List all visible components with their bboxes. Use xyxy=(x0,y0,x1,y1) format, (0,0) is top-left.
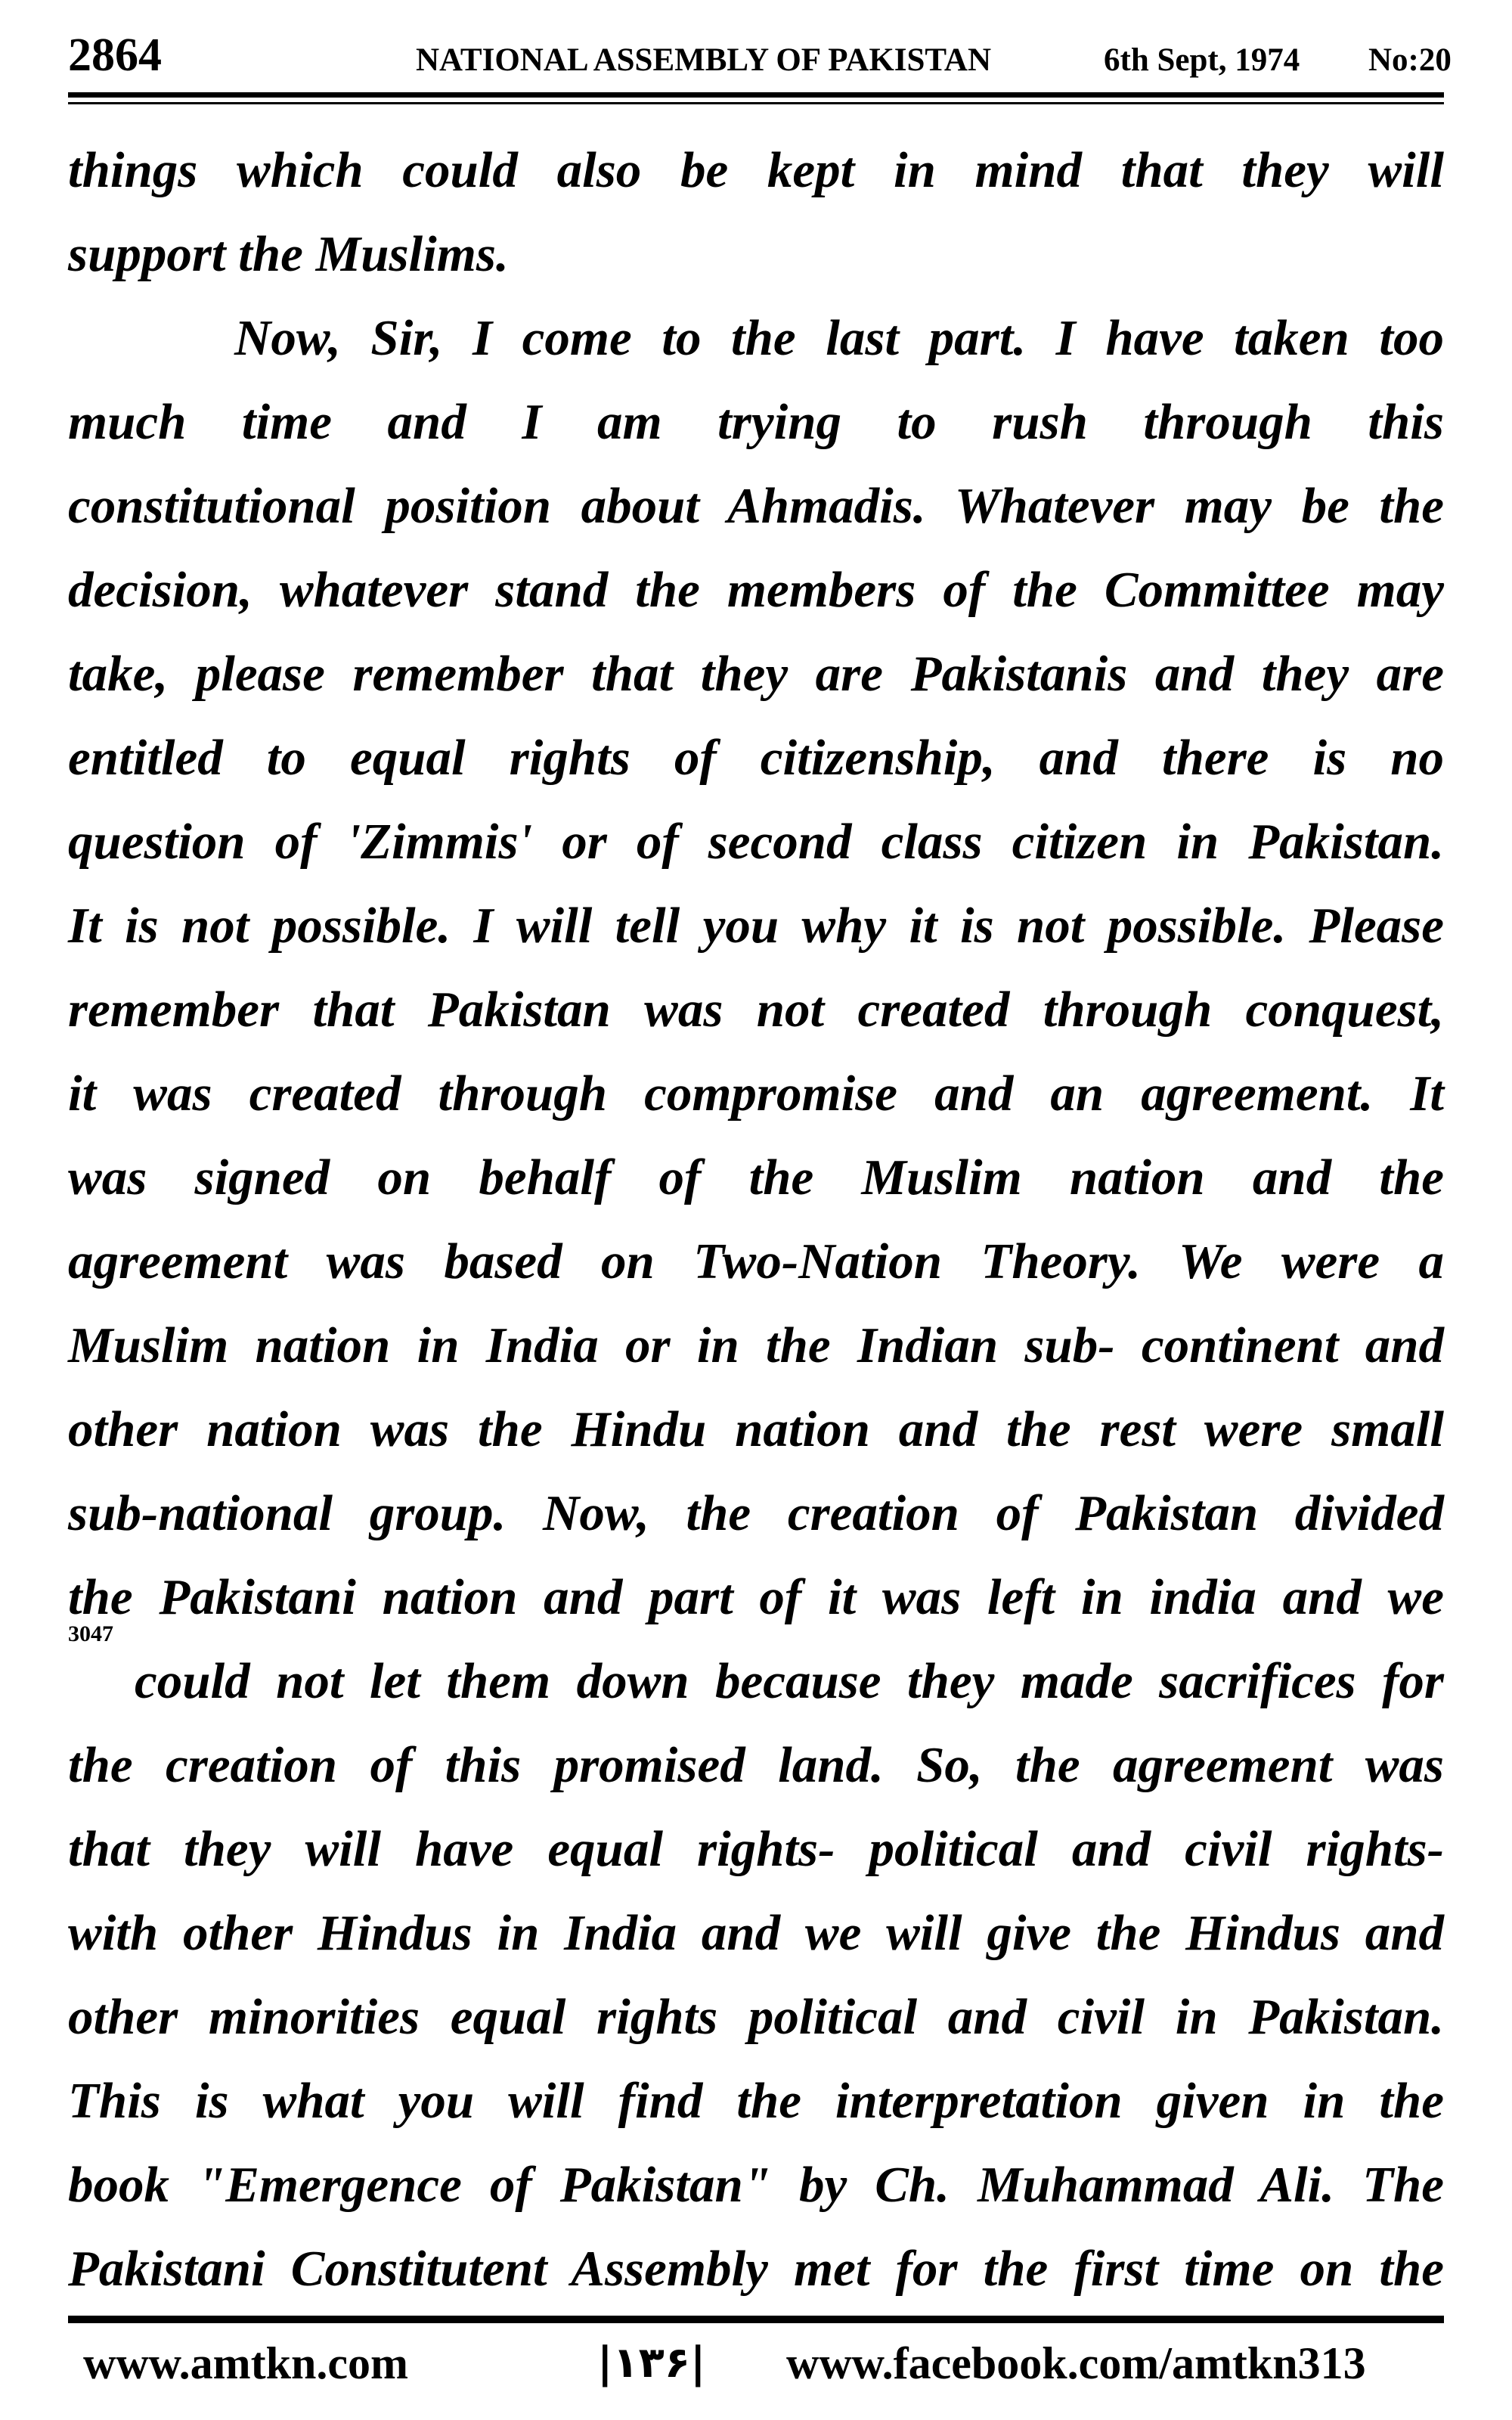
text-line: it was created through compromise and an agreement. It xyxy=(68,1066,1444,1122)
text-line: remember that Pakistan was not created through conquest, xyxy=(68,982,1444,1038)
text-line: other minorities equal rights political and civil in Pakistan. xyxy=(68,1989,1444,2045)
text-line: other nation was the Hindu nation and the rest were small xyxy=(68,1401,1444,1457)
footer-page-mark: |۱۳۶| xyxy=(597,2338,706,2387)
text-line: agreement was based on Two-Nation Theory. We were a xyxy=(68,1233,1444,1289)
text-line: with other Hindus in India and we will give the Hindus and xyxy=(68,1905,1444,1961)
header-issue-number: No:20 xyxy=(1368,42,1452,78)
text-line: could not let them down because they made sacrifices for xyxy=(135,1653,1444,1709)
text-line: entitled to equal rights of citizenship, and there is no xyxy=(68,730,1444,786)
text-line: much time and I am trying to rush through this xyxy=(68,394,1444,450)
text-line: the creation of this promised land. So, the agreement was xyxy=(68,1737,1444,1793)
text-line: Muslim nation in India or in the Indian sub- continent and xyxy=(68,1317,1444,1373)
text-line-with-marker xyxy=(68,1621,1444,1723)
text-line: take, please remember that they are Pakistanis and they are xyxy=(68,646,1444,702)
text-line: book "Emergence of Pakistan" by Ch. Muhammad Ali. The xyxy=(68,2157,1444,2213)
text-line: decision, whatever stand the members of the Committee may xyxy=(68,562,1444,618)
header-rule-thin xyxy=(68,102,1444,104)
text-line: things which could also be kept in mind that they will xyxy=(68,142,1444,198)
text-line: constitutional position about Ahmadis. Whatever may be the xyxy=(68,478,1444,534)
header-rule-thick xyxy=(68,92,1444,98)
page-marker: 3047 xyxy=(68,1621,113,1646)
page-header xyxy=(68,29,1452,82)
footer-rule xyxy=(68,2316,1444,2323)
text-line: that they will have equal rights- political and civil rights- xyxy=(68,1821,1444,1877)
header-date: 6th Sept, 1974 xyxy=(1104,42,1300,78)
text-line: sub-national group. Now, the creation of Pakistan divided xyxy=(68,1485,1444,1541)
text-line: support the Muslims. xyxy=(68,226,509,282)
header-title: NATIONAL ASSEMBLY OF PAKISTAN xyxy=(416,42,992,78)
text-line: question of 'Zimmis' or of second class citizen in Pakistan. xyxy=(68,814,1444,870)
body-text xyxy=(68,129,1444,2311)
page-number: 2864 xyxy=(68,29,162,81)
footer-website-link[interactable]: www.amtkn.com xyxy=(83,2338,408,2388)
text-line: It is not possible. I will tell you why it is not possible. Please xyxy=(68,898,1444,954)
text-line: was signed on behalf of the Muslim nation and the xyxy=(68,1150,1444,1205)
page-footer xyxy=(68,2333,1444,2394)
text-line: Pakistani Constitutent Assembly met for the first time on the xyxy=(68,2241,1444,2297)
footer-facebook-link[interactable]: www.facebook.com/amtkn313 xyxy=(786,2338,1366,2388)
text-line: Now, Sir, I come to the last part. I have taken too xyxy=(234,310,1444,366)
text-line: the Pakistani nation and part of it was left in india and we xyxy=(68,1569,1444,1625)
text-line: This is what you will find the interpretation given in the xyxy=(68,2073,1444,2129)
